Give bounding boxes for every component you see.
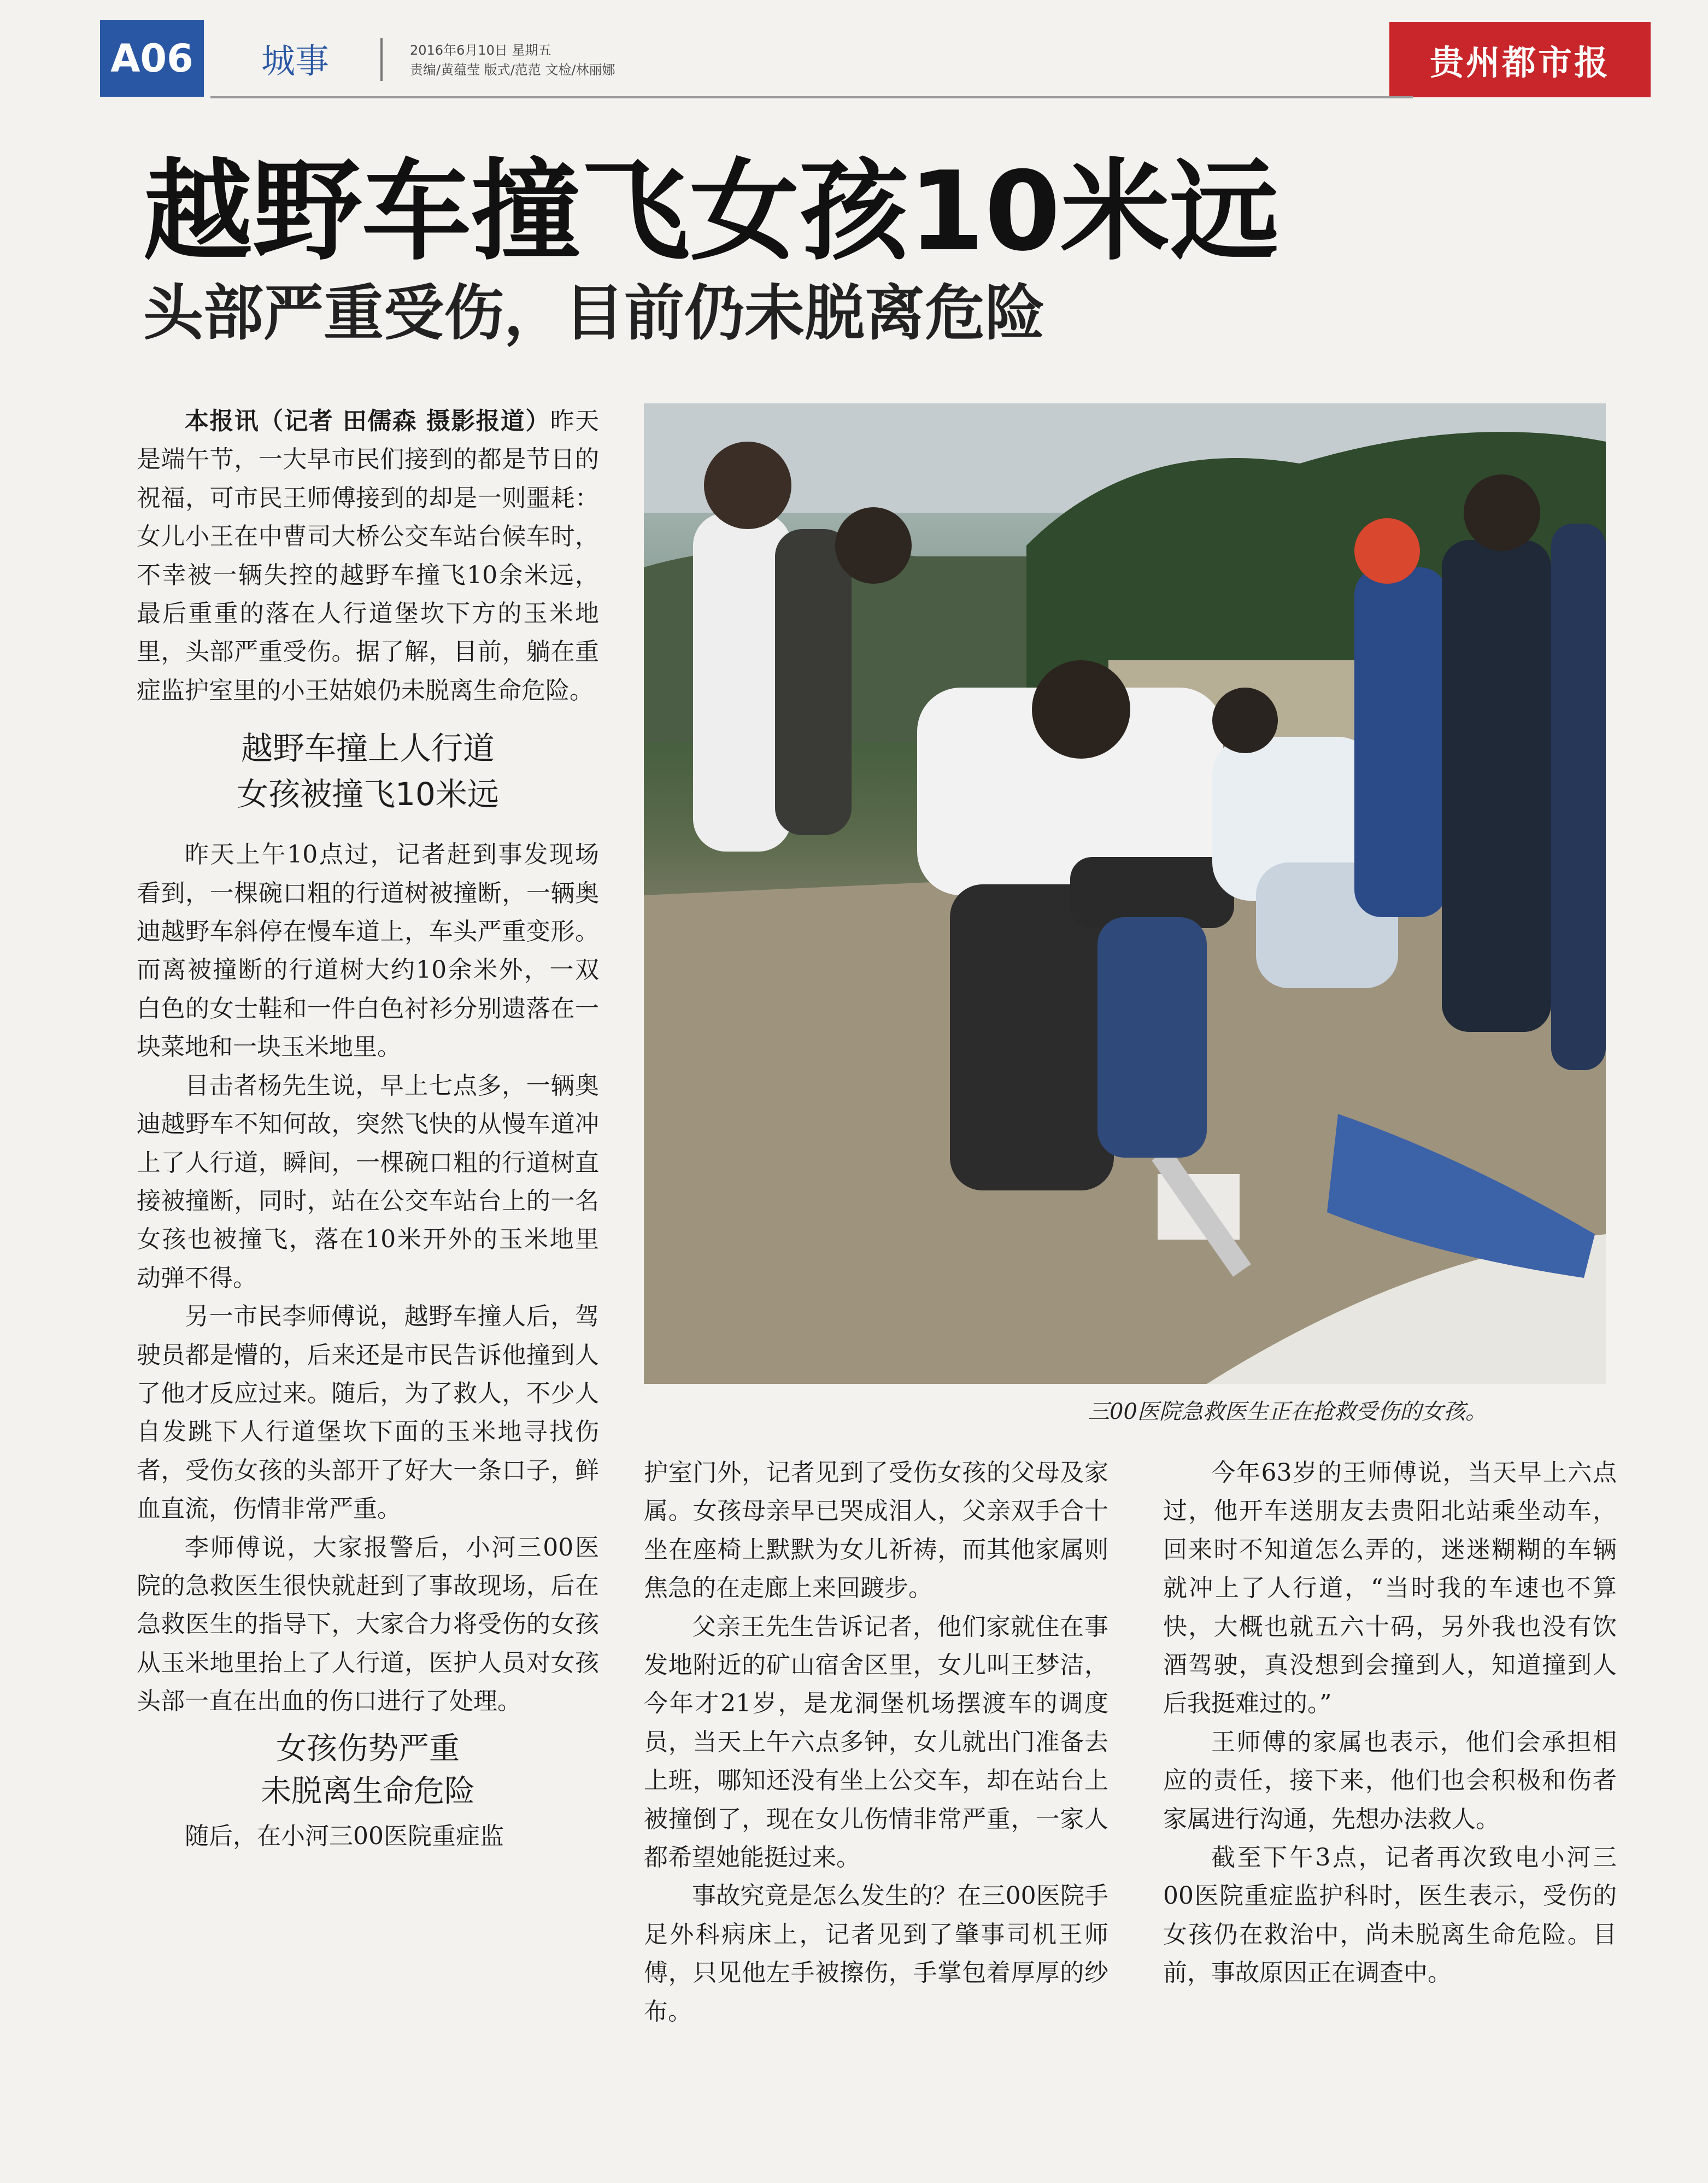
news-photo — [644, 403, 1606, 1384]
subhead-2-line2: 未脱离生命危险 — [261, 1773, 475, 1809]
header-meta — [410, 40, 615, 80]
paragraph-8: 今年63岁的王师傅说，当天早上六点过，他开车送朋友去贵阳北站乘坐动车，回来时不知道怎么弄的，迷迷糊糊的车辆就冲上了人行道，“当时我的车速也不算快，大概也就五六十码，另外我也没有饮酒驾驶，真没想到会撞到人，知道撞到人后我挺难过的。” — [1163, 1459, 1617, 1718]
paragraph-2: 目击者杨先生说，早上七点多，一辆奥迪越野车不知何故，突然飞快的从慢车道冲上了人行道，瞬间，一棵碗口粗的行道树直接被撞断，同时，站在公交车站台上的一名女孩也被撞飞，落在10米开外的玉米地里动弹不得。 — [137, 1071, 599, 1292]
paragraph-10: 截至下午3点，记者再次致电小河三00医院重症监护科时，医生表示，受伤的女孩仍在救治中，尚未脱离生命危险。目前，事故原因正在调查中。 — [1163, 1844, 1617, 1987]
lead-text: 昨天是端午节，一大早市民们接到的都是节日的祝福，可市民王师傅接到的却是一则噩耗：女儿小王在中曹司大桥公交车站台候车时，不幸被一辆失控的越野车撞飞10余米远，最后重重的落在人行道堡坎下方的玉米地里，头部严重受伤。据了解，目前，躺在重症监护室里的小王姑娘仍未脱离生命危险。 — [137, 407, 599, 705]
paragraph-4: 李师傅说，大家报警后，小河三00医院的急救医生很快就赶到了事故现场，后在急救医生的指导下，大家合力将受伤的女孩从玉米地里抬上了人行道，医护人员对女孩头部一直在出血的伤口进行了处理。 — [137, 1533, 599, 1716]
header-editors: 责编/黄蕴莹 版式/范范 文检/林丽娜 — [410, 62, 615, 78]
paragraph-6: 父亲王先生告诉记者，他们家就住在事发地附近的矿山宿舍区里，女儿叫王梦洁，今年才21岁，是龙洞堡机场摆渡车的调度员，当天上午六点多钟，女儿就出门准备去上班，哪知还没有坐上公交车，却在站台上被撞倒了，现在女儿伤情非常严重，一家人都希望她能挺过来。 — [644, 1612, 1108, 1872]
subhead-2-line1: 女孩伤势严重 — [276, 1730, 460, 1767]
page-number-badge: A06 — [100, 20, 204, 97]
lead-byline: 本报讯（记者 田儒森 摄影报道） — [185, 407, 550, 435]
article-column-3 — [1163, 1454, 1617, 2099]
subhead-2 — [137, 1728, 599, 1813]
paragraph-3: 另一市民李师傅说，越野车撞人后，驾驶员都是懵的，后来还是市民告诉他撞到人了他才反应过来。随后，为了救人，不少人自发跳下人行道堡坎下面的玉米地寻找伤者，受伤女孩的头部开了好大一条口子，鲜血直流，伤情非常严重。 — [137, 1302, 599, 1523]
header-rule — [210, 96, 1413, 98]
headline: 越野车撞飞女孩10米远 — [143, 148, 1279, 275]
subhead-1-line2: 女孩被撞飞10米远 — [237, 776, 499, 813]
section-name: 城事 — [261, 41, 330, 81]
photo-illustration — [644, 403, 1606, 1384]
header-date: 2016年6月10日 星期五 — [410, 43, 551, 58]
paragraph-5-continued: 护室门外，记者见到了受伤女孩的父母及家属。女孩母亲早已哭成泪人，父亲双手合十坐在座椅上默默为女儿祈祷，而其他家属则焦急的在走廊上来回踱步。 — [644, 1459, 1108, 1603]
article-column-1 — [137, 402, 599, 2097]
paragraph-1: 昨天上午10点过，记者赶到事发现场看到，一棵碗口粗的行道树被撞断，一辆奥迪越野车斜停在慢车道上，车头严重变形。而离被撞断的行道树大约10余米外，一双白色的女士鞋和一件白色衬衫分别遗落在一块菜地和一块玉米地里。 — [137, 841, 599, 1061]
lead-paragraph — [137, 402, 599, 710]
subhead-1-line1: 越野车撞上人行道 — [240, 730, 495, 767]
header-divider — [380, 38, 383, 81]
paragraph-7: 事故究竟是怎么发生的？在三00医院手足外科病床上，记者见到了肇事司机王师傅，只见他左手被擦伤，手掌包着厚厚的纱布。 — [644, 1882, 1108, 2026]
subheadline: 头部严重受伤，目前仍未脱离危险 — [143, 278, 1045, 348]
paragraph-9: 王师傅的家属也表示，他们会承担相应的责任，接下来，他们也会积极和伤者家属进行沟通，先想办法救人。 — [1163, 1728, 1617, 1833]
photo-caption: 三00医院急救医生正在抢救受伤的女孩。 — [1088, 1399, 1487, 1424]
subhead-1 — [137, 725, 599, 817]
article-column-2 — [644, 1454, 1108, 2099]
paragraph-5-start: 随后，在小河三00医院重症监 — [185, 1822, 504, 1850]
newspaper-masthead: 贵州都市报 — [1389, 22, 1651, 97]
